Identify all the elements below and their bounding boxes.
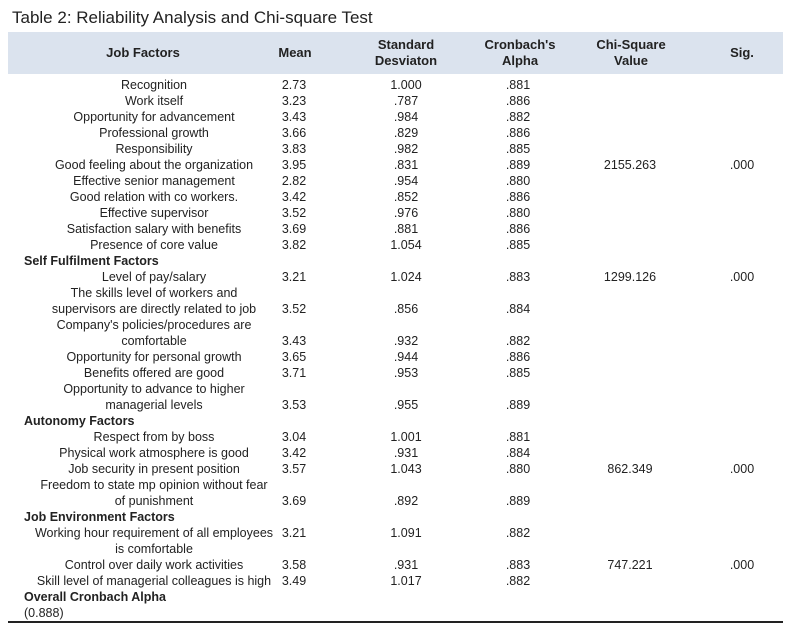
header-chi-line1: Chi-Square	[596, 37, 666, 52]
row-label: Benefits offered are good	[83, 366, 225, 380]
cell-mean: 3.69	[281, 222, 307, 236]
cell-standard-deviation: 1.043	[390, 462, 422, 476]
row-label: Professional growth	[99, 126, 209, 140]
cell-cronbach-alpha: .884	[505, 302, 531, 316]
cell-cronbach-alpha: .881	[505, 78, 531, 92]
cell-standard-deviation: .831	[393, 158, 419, 172]
row-label: Control over daily work activities	[64, 558, 244, 572]
cell-mean: 3.83	[281, 142, 307, 156]
overall-alpha-value: (0.888)	[24, 606, 64, 620]
cell-standard-deviation: .953	[393, 366, 419, 380]
header-chi-line2: Value	[614, 53, 648, 68]
cell-cronbach-alpha: .883	[505, 558, 531, 572]
header-sd-line2: Desviaton	[374, 53, 438, 68]
row-label: managerial levels	[105, 398, 203, 412]
cell-mean: 3.57	[281, 462, 307, 476]
cell-standard-deviation: .932	[393, 334, 419, 348]
header-alpha-line1: Cronbach's	[484, 37, 556, 52]
row-label: Working hour requirement of all employees	[34, 526, 274, 540]
cell-standard-deviation: 1.054	[390, 238, 422, 252]
cell-mean: 3.21	[281, 270, 307, 284]
row-label: Recognition	[120, 78, 188, 92]
cell-chi-square: 747.221	[607, 558, 653, 572]
row-label: Presence of core value	[90, 238, 218, 252]
cell-mean: 3.52	[281, 206, 307, 220]
row-label: Satisfaction salary with benefits	[66, 222, 242, 236]
cell-mean: 3.43	[281, 334, 307, 348]
row-label: Work itself	[124, 94, 184, 108]
row-label: of punishment	[114, 494, 194, 508]
cell-mean: 2.73	[281, 78, 307, 92]
cell-cronbach-alpha: .882	[505, 526, 531, 540]
cell-standard-deviation: .892	[393, 494, 419, 508]
cell-mean: 3.21	[281, 526, 307, 540]
row-label: Effective supervisor	[99, 206, 209, 220]
cell-mean: 3.65	[281, 350, 307, 364]
cell-cronbach-alpha: .884	[505, 446, 531, 460]
row-label: Respect from by boss	[93, 430, 215, 444]
cell-standard-deviation: .881	[393, 222, 419, 236]
cell-standard-deviation: 1.001	[390, 430, 422, 444]
cell-standard-deviation: .856	[393, 302, 419, 316]
section-heading: Job Environment Factors	[24, 510, 175, 524]
cell-cronbach-alpha: .886	[505, 94, 531, 108]
cell-sig: .000	[729, 270, 755, 284]
row-label: Job security in present position	[68, 462, 240, 476]
cell-chi-square: 862.349	[607, 462, 653, 476]
cell-mean: 3.53	[281, 398, 307, 412]
cell-mean: 3.42	[281, 190, 307, 204]
cell-cronbach-alpha: .889	[505, 398, 531, 412]
table-bottom-rule	[8, 621, 783, 623]
cell-mean: 3.58	[281, 558, 307, 572]
row-label: Good relation with co workers.	[69, 190, 239, 204]
cell-cronbach-alpha: .882	[505, 334, 531, 348]
cell-mean: 3.42	[281, 446, 307, 460]
cell-standard-deviation: .852	[393, 190, 419, 204]
cell-mean: 3.23	[281, 94, 307, 108]
row-label: Freedom to state mp opinion without fear	[40, 478, 268, 492]
cell-standard-deviation: .829	[393, 126, 419, 140]
cell-mean: 3.52	[281, 302, 307, 316]
cell-standard-deviation: .944	[393, 350, 419, 364]
cell-standard-deviation: 1.000	[390, 78, 422, 92]
row-label: Responsibility	[115, 142, 193, 156]
cell-cronbach-alpha: .886	[505, 350, 531, 364]
cell-standard-deviation: 1.091	[390, 526, 422, 540]
cell-mean: 3.71	[281, 366, 307, 380]
cell-mean: 2.82	[281, 174, 307, 188]
cell-standard-deviation: 1.024	[390, 270, 422, 284]
cell-standard-deviation: .931	[393, 446, 419, 460]
cell-cronbach-alpha: .889	[505, 158, 531, 172]
cell-cronbach-alpha: .886	[505, 190, 531, 204]
cell-sig: .000	[729, 462, 755, 476]
cell-cronbach-alpha: .881	[505, 430, 531, 444]
cell-cronbach-alpha: .885	[505, 366, 531, 380]
section-heading: Autonomy Factors	[24, 414, 135, 428]
cell-mean: 3.95	[281, 158, 307, 172]
row-label: supervisors are directly related to job	[51, 302, 257, 316]
section-heading: Overall Cronbach Alpha	[24, 590, 166, 604]
cell-mean: 3.04	[281, 430, 307, 444]
row-label: The skills level of workers and	[70, 286, 238, 300]
table-caption: Table 2: Reliability Analysis and Chi-square Test	[12, 8, 373, 27]
cell-mean: 3.43	[281, 110, 307, 124]
cell-cronbach-alpha: .880	[505, 174, 531, 188]
cell-mean: 3.49	[281, 574, 307, 588]
cell-cronbach-alpha: .883	[505, 270, 531, 284]
cell-sig: .000	[729, 158, 755, 172]
cell-cronbach-alpha: .882	[505, 574, 531, 588]
row-label: Physical work atmosphere is good	[59, 446, 249, 460]
cell-cronbach-alpha: .885	[505, 238, 531, 252]
row-label: Opportunity for personal growth	[66, 350, 242, 364]
cell-cronbach-alpha: .880	[505, 206, 531, 220]
row-label: comfortable	[121, 334, 187, 348]
cell-sig: .000	[729, 558, 755, 572]
header-mean: Mean	[278, 45, 312, 60]
cell-cronbach-alpha: .880	[505, 462, 531, 476]
row-label: Effective senior management	[73, 174, 235, 188]
header-alpha-line2: Alpha	[501, 53, 539, 68]
row-label: Good feeling about the organization	[54, 158, 254, 172]
row-label: Level of pay/salary	[101, 270, 207, 284]
cell-standard-deviation: .954	[393, 174, 419, 188]
cell-standard-deviation: .984	[393, 110, 419, 124]
cell-chi-square: 2155.263	[603, 158, 657, 172]
cell-chi-square: 1299.126	[603, 270, 657, 284]
cell-cronbach-alpha: .886	[505, 126, 531, 140]
row-label: Company's policies/procedures are	[56, 318, 252, 332]
cell-standard-deviation: 1.017	[390, 574, 422, 588]
row-label: Opportunity for advancement	[73, 110, 235, 124]
cell-cronbach-alpha: .886	[505, 222, 531, 236]
header-job-factors: Job Factors	[106, 45, 180, 60]
header-sig: Sig.	[730, 45, 754, 60]
row-label: Skill level of managerial colleagues is high	[36, 574, 272, 588]
cell-mean: 3.82	[281, 238, 307, 252]
cell-cronbach-alpha: .889	[505, 494, 531, 508]
cell-standard-deviation: .982	[393, 142, 419, 156]
cell-standard-deviation: .931	[393, 558, 419, 572]
section-heading: Self Fulfilment Factors	[24, 254, 159, 268]
cell-mean: 3.69	[281, 494, 307, 508]
cell-standard-deviation: .787	[393, 94, 419, 108]
header-sd-line1: Standard	[377, 37, 435, 52]
cell-cronbach-alpha: .885	[505, 142, 531, 156]
cell-mean: 3.66	[281, 126, 307, 140]
cell-standard-deviation: .955	[393, 398, 419, 412]
row-label: is comfortable	[115, 542, 193, 556]
cell-cronbach-alpha: .882	[505, 110, 531, 124]
cell-standard-deviation: .976	[393, 206, 419, 220]
row-label: Opportunity to advance to higher	[63, 382, 245, 396]
